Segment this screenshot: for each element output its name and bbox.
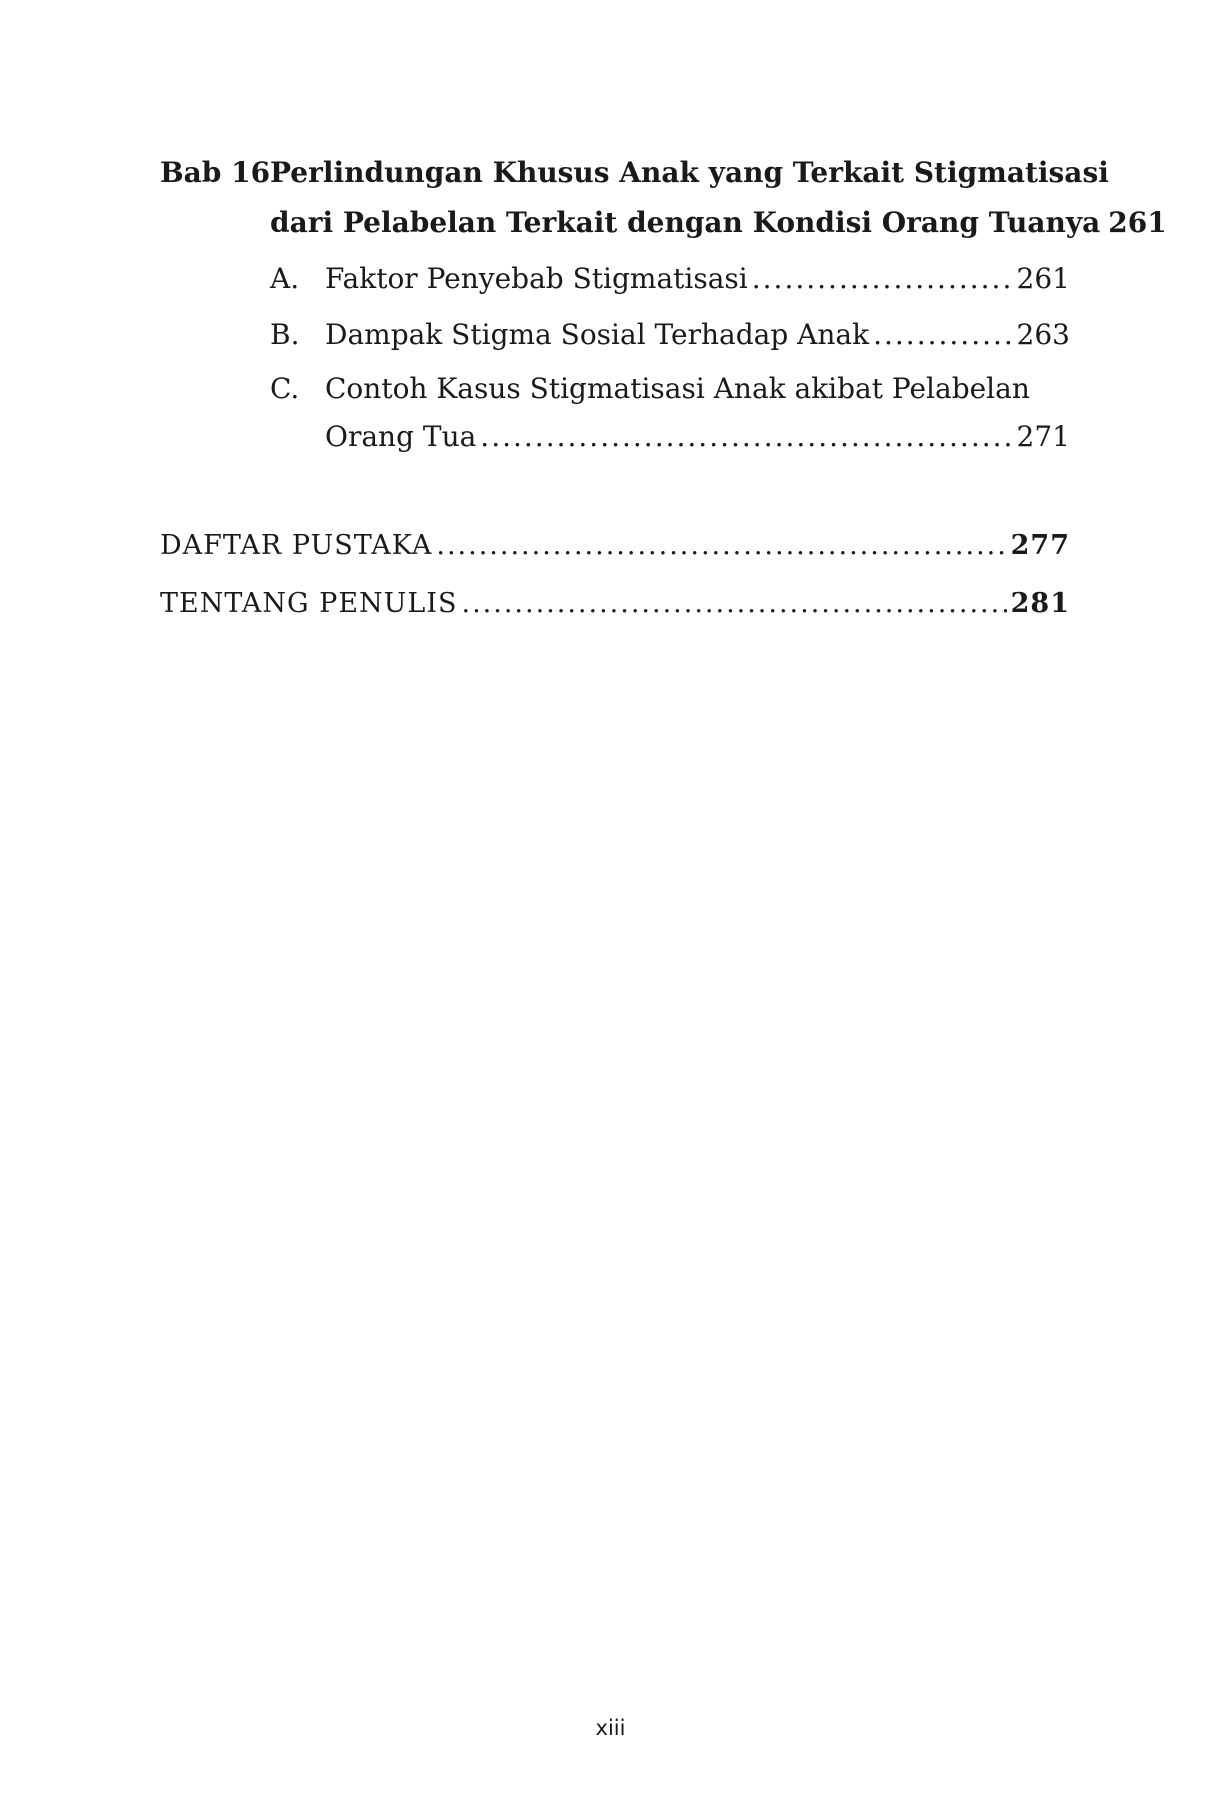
back-matter-page-number: 281 (1010, 588, 1070, 619)
toc-entry-a[interactable] (270, 262, 1070, 295)
chapter-page-number: 261 (1108, 206, 1167, 239)
back-matter-title: DAFTAR PUSTAKA (160, 530, 433, 561)
section-page-number: 263 (1016, 318, 1070, 351)
chapter-title-text-1: Perlindungan Khusus Anak yang Terkait Stigmatisasi (270, 156, 1109, 189)
section-page-number: 271 (1016, 420, 1070, 453)
section-letter: B. (270, 318, 300, 351)
chapter-title-text-2: dari Pelabelan Terkait dengan Kondisi Orang Tuanya (270, 206, 1101, 239)
section-title-line-2: Orang Tua (325, 420, 477, 453)
toc-entry-tentang-penulis[interactable] (160, 588, 1070, 619)
leader-dots (480, 420, 1012, 453)
footer-page-number: xiii (595, 1716, 626, 1740)
chapter-title-line-1 (270, 156, 1109, 189)
section-letter: A. (270, 262, 300, 295)
section-title: Dampak Stigma Sosial Terhadap Anak (325, 318, 870, 351)
section-page-number: 261 (1016, 262, 1070, 295)
section-letter: C. (270, 372, 300, 405)
back-matter-title: TENTANG PENULIS (160, 588, 458, 619)
chapter-title-line-2[interactable] (270, 206, 1167, 239)
leader-dots (752, 262, 1013, 295)
section-title: Faktor Penyebab Stigmatisasi (325, 262, 748, 295)
back-matter-page-number: 277 (1010, 530, 1070, 561)
section-title-line-1: Contoh Kasus Stigmatisasi Anak akibat Pelabelan (325, 372, 1030, 405)
toc-entry-c-line-1[interactable] (270, 372, 1070, 405)
toc-entry-b[interactable] (270, 318, 1070, 351)
toc-entry-daftar-pustaka[interactable] (160, 530, 1070, 561)
chapter-label: Bab 16 (160, 156, 271, 189)
toc-entry-c-line-2[interactable] (325, 420, 1070, 453)
leader-dots (462, 588, 1007, 619)
leader-dots (873, 318, 1012, 351)
leader-dots (436, 530, 1006, 561)
